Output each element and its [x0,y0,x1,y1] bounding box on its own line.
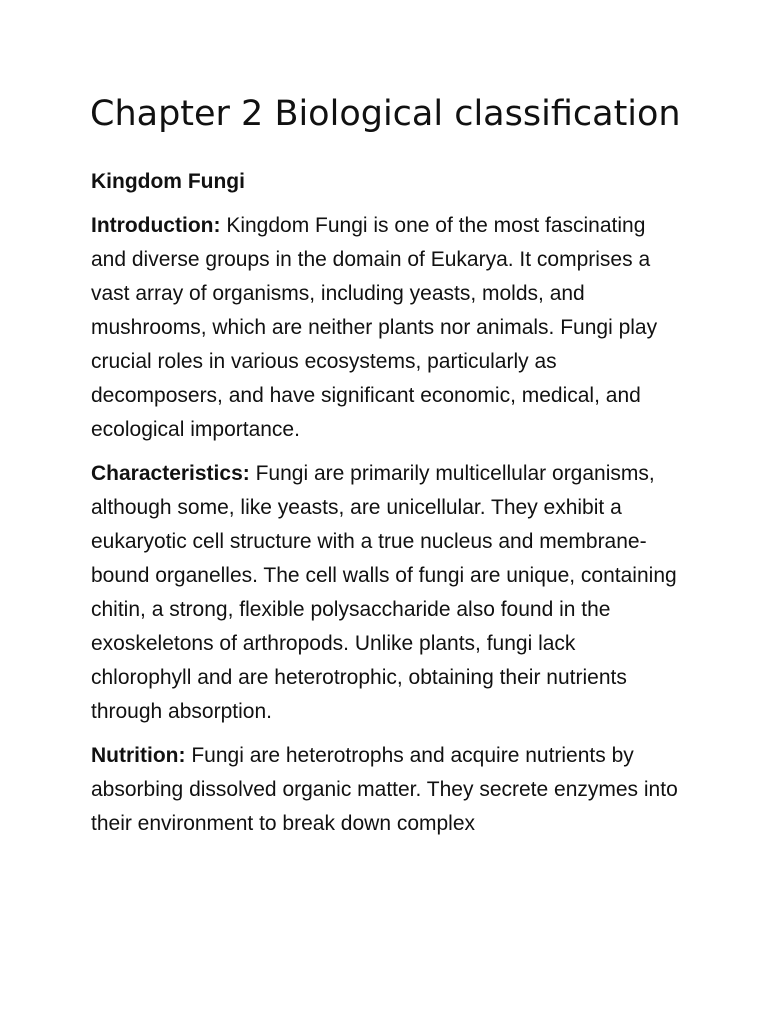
characteristics-paragraph [91,457,681,729]
characteristics-text: Fungi are primarily multicellular organisms, although some, like yeasts, are unicellular. They exhibit a eukaryotic cell structure with a true nucleus and membrane-bound organelles. The cell walls of fungi are unique, containing chitin, a strong, flexible polysaccharide also found in the exoskeletons of arthropods. Unlike plants, fungi lack chlorophyll and are heterotrophic, obtaining their nutrients through absorption. [91,462,677,723]
characteristics-label: Characteristics: [91,462,250,485]
document-body [91,165,681,851]
chapter-title: Chapter 2 Biological classification [90,94,681,134]
nutrition-text: Fungi are heterotrophs and acquire nutrients by absorbing dissolved organic matter. They secrete enzymes into their environment to break down complex [91,744,678,835]
nutrition-paragraph [91,739,681,841]
introduction-text: Kingdom Fungi is one of the most fascinating and diverse groups in the domain of Eukarya. It comprises a vast array of organisms, including yeasts, molds, and mushrooms, which are neither plants nor animals. Fungi play crucial roles in various ecosystems, particularly as decomposers, and have significant economic, medical, and ecological importance. [91,214,658,441]
nutrition-label: Nutrition: [91,744,186,767]
introduction-label: Introduction: [91,214,221,237]
section-heading: Kingdom Fungi [91,170,245,193]
introduction-paragraph [91,209,681,447]
